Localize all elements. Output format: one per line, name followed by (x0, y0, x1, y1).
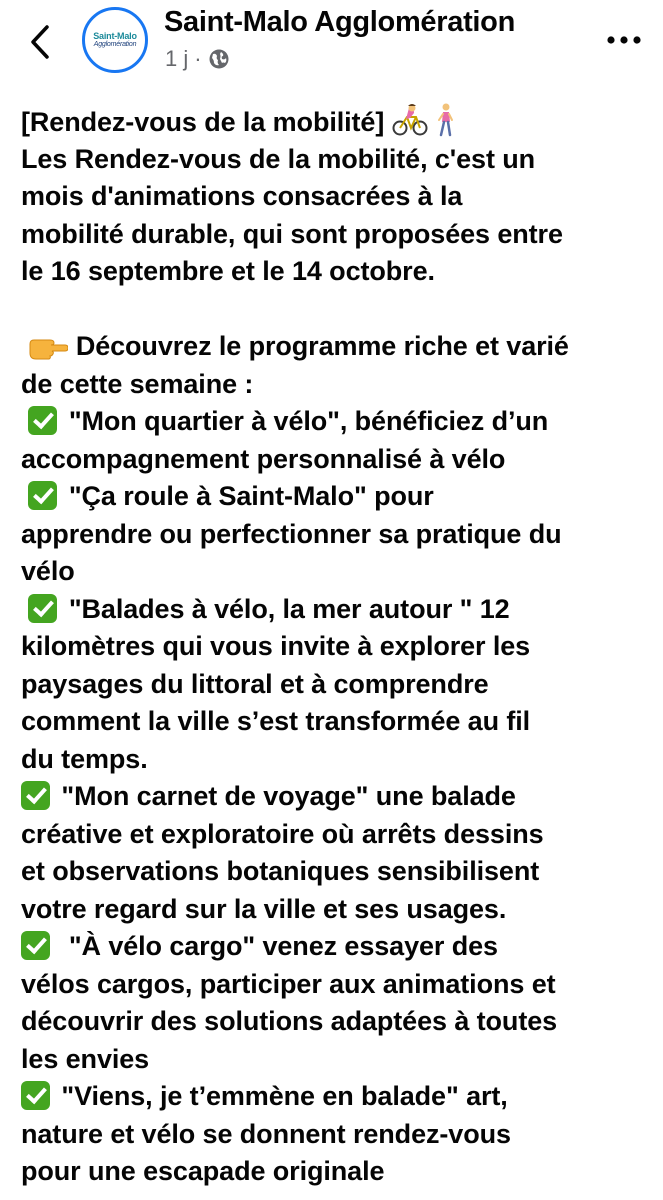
page-avatar[interactable] (82, 7, 148, 73)
list-item-line: découvrir des solutions adaptées à toutes (21, 1006, 558, 1036)
post-heading: [Rendez-vous de la mobilité] (21, 107, 385, 137)
logo-line-1: Saint-Malo (93, 31, 137, 41)
more-options-button[interactable] (602, 22, 646, 58)
check-mark-button-icon (28, 481, 57, 510)
list-item-line: vélo (21, 556, 75, 586)
intro-line: le 16 septembre et le 14 octobre. (21, 256, 435, 286)
post-header (0, 0, 663, 90)
post-meta (165, 46, 230, 72)
post-timestamp[interactable]: 1 j (165, 46, 189, 71)
list-item (21, 928, 657, 966)
list-item (21, 778, 657, 816)
more-dots-icon (606, 35, 642, 45)
page-name-link[interactable]: Saint-Malo Agglomération (164, 6, 516, 38)
list-item-line: et observations botaniques sensibilisent (21, 856, 540, 886)
program-line (21, 328, 657, 366)
list-item-text: "Balades à vélo, la mer autour " 12 (68, 593, 510, 624)
list-item (21, 1078, 657, 1116)
list-item-line: kilomètres qui vous invite à explorer les (21, 631, 531, 661)
list-item-text: "Ça roule à Saint-Malo" pour (68, 481, 434, 511)
list-item-line: nature et vélo se donnent rendez-vous (21, 1118, 511, 1149)
check-mark-button-icon (21, 1081, 50, 1110)
list-item-text: "Mon quartier à vélo", bénéficiez d’un (68, 406, 549, 436)
check-mark-button-icon (28, 406, 57, 435)
intro-line: mois d'animations consacrées à la (21, 181, 463, 211)
program-line: de cette semaine : (21, 368, 254, 399)
intro-line: Les Rendez-vous de la mobilité, c'est un (21, 143, 536, 174)
saint-malo-logo (93, 32, 137, 48)
list-item-line: du temps. (21, 743, 148, 774)
logo-line-2: Agglomération (93, 41, 137, 48)
list-item-text: "À vélo cargo" venez essayer des (68, 931, 498, 961)
check-mark-button-icon (21, 781, 50, 810)
program-text: Découvrez le programme riche et varié (75, 331, 569, 361)
list-item-line: vélos cargos, participer aux animations et (21, 968, 556, 999)
globe-icon (208, 48, 230, 70)
post-body (21, 103, 657, 1191)
list-item-line: créative et exploratoire où arrêts dessins (21, 818, 544, 849)
list-item-line: votre regard sur la ville et ses usages. (21, 893, 507, 924)
list-item-line: accompagnement personnalisé à vélo (21, 443, 506, 474)
back-button[interactable] (24, 22, 56, 62)
chevron-left-icon (29, 24, 51, 60)
list-item-line: les envies (21, 1043, 150, 1074)
check-mark-button-icon (21, 931, 50, 960)
list-item (21, 591, 657, 629)
list-item-line: apprendre ou perfectionner sa pratique du (21, 518, 562, 549)
paragraph-spacer (21, 291, 657, 329)
check-mark-button-icon (28, 594, 57, 623)
list-item-line: comment la ville s’est transformée au fil (21, 706, 531, 736)
intro-line: mobilité durable, qui sont proposées entre (21, 218, 563, 249)
list-item (21, 478, 657, 516)
list-item (21, 403, 657, 441)
list-item-line: pour une escapade originale (21, 1156, 385, 1186)
list-item-text: "Viens, je t’emmène en balade" art, (61, 1081, 508, 1111)
meta-separator: · (194, 46, 202, 71)
list-item-text: "Mon carnet de voyage" une balade (61, 781, 516, 811)
list-item-line: paysages du littoral et à comprendre (21, 668, 489, 699)
post-heading-line (21, 103, 657, 141)
